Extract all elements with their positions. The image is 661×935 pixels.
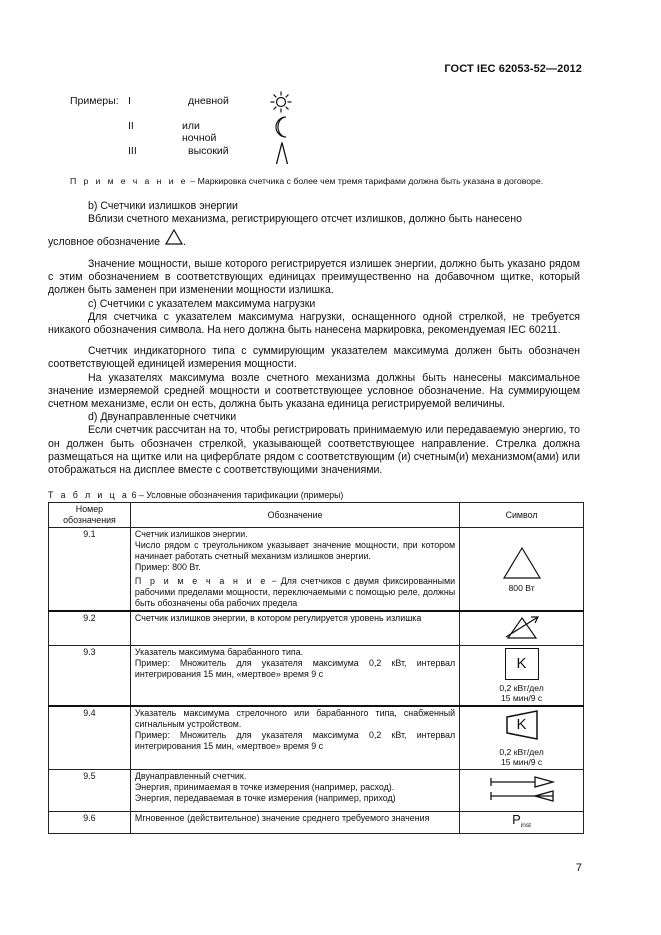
row-note xyxy=(135,576,455,609)
row-symbol xyxy=(460,770,584,812)
tariff-examples xyxy=(70,93,330,168)
power-subscript: inst xyxy=(520,821,531,829)
row-number: 9.4 xyxy=(49,706,131,770)
note-text: – Маркировка счетчика с более чем тремя тарифами должна быть указана в договоре. xyxy=(187,176,544,186)
signal-indicator-icon xyxy=(505,709,539,741)
row-symbol xyxy=(460,528,584,612)
table-row xyxy=(49,706,584,770)
row-number: 9.1 xyxy=(49,528,131,612)
drum-indicator-icon: K xyxy=(505,648,539,680)
example-number: II xyxy=(128,120,134,132)
row-line: Энергия, передаваемая в точке измерения (например, приход) xyxy=(134,793,396,803)
row-description xyxy=(130,646,459,707)
section-b xyxy=(48,200,580,226)
row-line: Пример: 800 Вт. xyxy=(134,562,201,572)
row-number: 9.3 xyxy=(49,646,131,707)
table-caption xyxy=(48,490,343,500)
column-header-number: Номер обозначения xyxy=(49,503,131,528)
row-symbol xyxy=(460,706,584,770)
document-header: ГОСТ IEC 62053-52—2012 xyxy=(444,63,582,75)
section-b-text-end: . xyxy=(183,236,186,248)
table-row xyxy=(49,812,584,834)
row-number: 9.5 xyxy=(49,770,131,812)
section-b-text: условное обозначение xyxy=(48,236,161,248)
section-b-paragraph: Вблизи счетного механизма, регистрирующего отсчет излишков, должно быть нанесено xyxy=(88,213,523,226)
note-tariffs xyxy=(70,176,543,186)
row-line: Указатель максимума стрелочного или барабанного типа, снабженный сигнальным устройством. xyxy=(134,708,456,729)
example-number: III xyxy=(128,145,137,157)
row-line: Двунаправленный счетчик. xyxy=(134,771,247,781)
symbol-label: 0,2 кВт/дел xyxy=(499,747,544,757)
section-b-paragraph: Значение мощности, выше которого регистрируется излишек энергии, должно быть указано рядом с этим обозначением в соответствующих единицах преимущественно на добавочном щитке, который должен быть заменен при изменении мощности излишка. xyxy=(48,258,580,297)
section-c-paragraph: На указателях максимума возле счетного механизма должны быть нанесены максимальное значение измеряемой средней мощности и соответствующее условное обозначение. На суммирующем счетном механизме, если он есть, должна быть указана единица регистрируемой величины. xyxy=(48,371,580,411)
note-label: П р и м е ч а н и е xyxy=(70,176,188,186)
section-c-paragraph: Для счетчика с указателем максимума нагрузки, оснащенного одной стрелкой, не требуется никакого обозначения символа. На него должна быть нанесена маркировка, рекомендуемая IEC 60211. xyxy=(48,310,580,337)
row-line: Счетчик излишков энергии, в котором регулируется уровень излишка xyxy=(134,613,422,623)
row-description xyxy=(130,611,459,646)
triangle-icon xyxy=(165,229,183,249)
triangle-icon xyxy=(502,546,542,580)
table-row xyxy=(49,646,584,707)
table-caption-label: Т а б л и ц а xyxy=(48,490,130,500)
example-word: высокий xyxy=(188,145,229,157)
page-number: 7 xyxy=(575,862,582,874)
row-line: Число рядом с треугольником указывает значение мощности, при котором начинает работать счетный механизм излишков энергии. xyxy=(134,540,456,561)
section-d-title: d) Двунаправленные счетчики xyxy=(88,411,237,424)
section-b-symbol-line xyxy=(48,229,186,249)
section-c-title: с) Счетчики с указателем максимума нагрузки xyxy=(88,297,316,310)
example-word: или ночной xyxy=(182,120,217,144)
symbol-label: 15 мин/9 с xyxy=(500,757,543,767)
symbol-label: 0,2 кВт/дел xyxy=(499,683,544,693)
row-description xyxy=(130,770,459,812)
row-description xyxy=(130,706,459,770)
row-line: Счетчик излишков энергии. xyxy=(134,529,248,539)
bidirectional-arrows-icon xyxy=(487,772,557,806)
row-number: 9.2 xyxy=(49,611,131,646)
symbol-label: 15 мин/9 с xyxy=(500,693,543,703)
row-note-label: П р и м е ч а н и е xyxy=(134,576,268,586)
row-line: Пример: Множитель для указателя максимума 0,2 кВт, интервал интегрирования 15 мин, «мертвое» время 9 с xyxy=(134,730,456,751)
row-symbol xyxy=(460,812,584,834)
row-description xyxy=(130,528,459,612)
table-header-row xyxy=(49,503,584,528)
row-note-text: − Для счетчиков с двумя фиксированными рабочими пределами мощности, переключаемыми с помощью реле, должны быть обозначены оба рабочих предела xyxy=(134,576,456,608)
examples-label: Примеры: xyxy=(70,95,119,107)
section-b-title: b) Счетчики излишков энергии xyxy=(88,200,238,212)
section-b-cont xyxy=(48,258,580,477)
column-header-symbol: Символ xyxy=(460,503,584,528)
moon-icon xyxy=(273,116,291,141)
tariff-symbols-table xyxy=(48,502,584,834)
sun-icon xyxy=(270,91,292,116)
example-word: дневной xyxy=(188,95,229,107)
section-d-paragraph: Если счетчик рассчитан на то, чтобы регистрировать принимаемую или передаваемую энергию, то он должен быть обозначен стрелкой, указывающей соответствующее направление. Стрелка должна размещаться на щитке или на циферблате рядом с соответствующим (и) счетным(и) механизмом(ами) или отображаться на дисплее вместе с соответствующими значениями. xyxy=(48,424,580,477)
symbol-label: 800 Вт xyxy=(508,582,535,593)
row-line: Пример: Множитель для указателя максимума 0,2 кВт, интервал интегрирования 15 мин, «мертвое» время 9 с xyxy=(134,658,456,679)
section-c-paragraph: Счетчик индикаторного типа с суммирующим указателем максимума должен быть обозначен соответствующей единицей измерения мощности. xyxy=(48,345,580,371)
table-caption-text: 6 – Условные обозначения тарификации (примеры) xyxy=(129,490,344,500)
row-symbol xyxy=(460,646,584,707)
row-line: Мгновенное (действительное) значение среднего требуемого значения xyxy=(134,813,430,823)
table-row xyxy=(49,770,584,812)
row-line: Указатель максимума барабанного типа. xyxy=(134,647,304,657)
peak-icon xyxy=(275,141,289,168)
table-row xyxy=(49,611,584,646)
table-row xyxy=(49,528,584,612)
power-symbol: P xyxy=(512,812,521,827)
row-number: 9.6 xyxy=(49,812,131,834)
signal-indicator-letter: K xyxy=(516,716,527,733)
row-line: Энергия, принимаемая в точке измерения (например, расход). xyxy=(134,782,395,792)
column-header-designation: Обозначение xyxy=(130,503,459,528)
row-symbol xyxy=(460,611,584,646)
adjustable-triangle-icon xyxy=(502,614,542,640)
row-description xyxy=(130,812,459,834)
example-number: I xyxy=(128,95,131,107)
